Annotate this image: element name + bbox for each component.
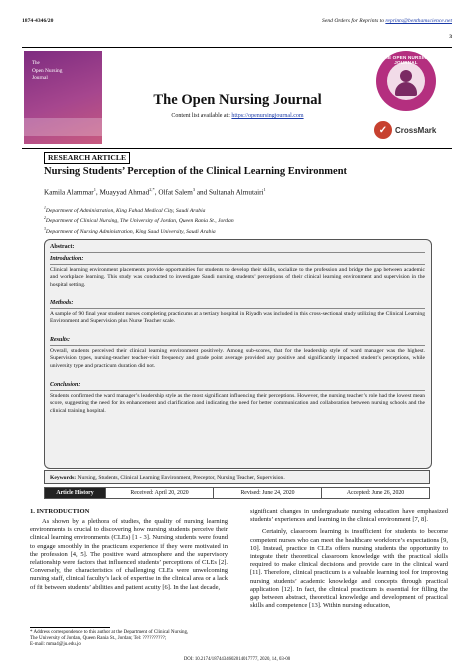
affiliation-text: Department of Administration, King Fahad Medical City, Saudi Arabia (45, 207, 206, 214)
doi-footer: DOI: 10.2174/1874434602014017777, 2020, 14, 03-00 (183, 657, 291, 662)
journal-url-link[interactable]: https://openursingjournal.com (231, 113, 304, 119)
abstract-introduction-label: Introduction: (50, 255, 425, 265)
body-column-left (30, 508, 228, 592)
affiliation-sup: 3 (44, 226, 46, 231)
abstract-methods-text: A sample of 90 final year student nurses completing practicums at a tertiary hospital in Riyadh was included in this cross-sectional study utilizing the Clinical Learning Environment and Supervision plus Nurse Teacher scale. (50, 311, 425, 325)
cover-title-line2: Journal (32, 75, 48, 81)
author-affil-sup: 3 (192, 187, 196, 192)
body-text (30, 518, 228, 592)
affiliations (44, 205, 234, 236)
abstract-results-label: Results: (50, 336, 425, 346)
crossmark-icon: ✓ (374, 121, 392, 139)
contents-line (110, 113, 365, 119)
article-history-bar (44, 487, 430, 499)
abstract-box (44, 239, 432, 469)
article-title: Nursing Students’ Perception of the Clinical Learning Environment (44, 166, 348, 177)
keywords-label: Keywords: (50, 475, 77, 481)
keywords-text: Nursing, Students, Clinical Learning Environment, Preceptor, Nursing Teacher, Supervision. (76, 475, 285, 481)
article-history-label: Article History (45, 488, 105, 498)
abstract-conclusion-text: Students confirmed the ward manager’s leadership style as the most significant influencing their perceptions. However, the nursing teacher’s role had the lowest mean score, suggesting the need for its enhancement and clarification and indicating the need for better communication and collaboration between nursing schools and the clinical training hospital. (50, 393, 425, 414)
footnote-email[interactable]: E-mail: mma4@ju.edu.jo (30, 642, 81, 647)
author-affil-sup: 1 (263, 187, 266, 192)
correspondence-footnote (30, 630, 228, 648)
paragraph: As shown by a plethora of studies, the quality of nursing learning environments is crucial to discovering how nursing students perceive their clinical learning environments (CLEs) [1 - 3]. Nursing students were found to engage smoothly in the practicum experience if they were motivated in the profession [4, 5]. The positive ward atmosphere and the supervisory relationship were factors that influenced students’ perceptions of CLEs [2]. Conversely, the characteristics of challenging CLEs were unwelcoming nursing staff, clinical faculty’s lack of expertise in the clinical area or a lack of fit between students’ abilities and patient acuity [6]. In the last decade, (30, 518, 228, 591)
paragraph: significant changes in undergraduate nursing education have emphasized students’ experiences and learning in the clinical environment [7, 8]. (250, 508, 448, 524)
section-heading-introduction: 1. INTRODUCTION (30, 508, 90, 515)
author-name[interactable]: Kamila Alammar (44, 188, 94, 197)
author-affil-sup: 2,* (149, 187, 155, 192)
nurse-head-icon (400, 70, 412, 82)
affiliation-sup: 1 (44, 206, 46, 210)
body-column-right (250, 508, 448, 610)
page-number: 3 (449, 34, 452, 40)
body-text (250, 508, 448, 610)
affiliation-item (44, 215, 234, 225)
footnote-line: The University of Jordan, Queen Rania St., Jordan; Tel: ??????????; (30, 636, 167, 641)
author-name[interactable]: Olfat Salem (158, 188, 193, 197)
journal-cover-image (24, 51, 102, 144)
reprints-notice (322, 18, 452, 24)
crossmark-button[interactable] (374, 120, 436, 140)
reprints-text: Send Orders for Reprints to (322, 18, 386, 24)
accepted-date: Accepted: June 26, 2020 (321, 488, 429, 498)
reprints-email-link[interactable]: reprints@benthamscience.net (385, 18, 452, 24)
keywords-box (44, 470, 430, 484)
affiliation-item (44, 205, 234, 215)
author-affil-sup: 1 (93, 187, 96, 192)
affiliation-sup: 2 (44, 216, 46, 221)
affiliation-text: Department of Clinical Nursing, The University of Jordan, Queen Rania St., Jordan (45, 218, 234, 225)
abstract-introduction-text: Clinical learning environment placements provide opportunities for students to develop their skills, socialize to the profession and bridge the gap between academic and workplace learning. This study was conducted to investigate Saudi nursing students’ perceptions of their clinical learning environment and supervision in the hospital setting. (50, 267, 425, 288)
header-divider-bottom (22, 148, 452, 149)
author-list (44, 187, 266, 196)
journal-title: The Open Nursing Journal (153, 92, 322, 108)
abstract-conclusion-label: Conclusion: (50, 381, 425, 391)
author-separator: , (95, 188, 100, 197)
cover-the: The (32, 61, 40, 66)
abstract-methods-label: Methods: (50, 299, 425, 309)
author-name[interactable]: Sultanah Almutairi (209, 188, 264, 197)
abstract-heading: Abstract: (50, 243, 425, 253)
received-date: Received: April 20, 2020 (105, 488, 213, 498)
author-name[interactable]: Muayyad Ahmad (99, 188, 150, 197)
contents-text: Content list available at: (171, 113, 232, 119)
footnote-line: * Address correspondence to this author at the Department of Clinical Nursing, (30, 630, 189, 635)
author-separator: , (154, 188, 159, 197)
cover-title-line1: Open Nursing (32, 68, 63, 74)
cover-decoration (24, 118, 102, 136)
header-divider (22, 47, 452, 48)
revised-date: Revised: June 24, 2020 (213, 488, 321, 498)
abstract-results-text: Overall, students perceived their clinical learning environment positively. Among sub-scores, that for the leadership style of ward manager was the highest. Supervision types, nursing-teacher teacher-visit frequency and grade point average provided any positive and significantly impacted student’s perceptions, while university type and practicum duration did not. (50, 348, 425, 369)
paragraph: Certainly, classroom learning is insufficient for students to become competent nurses who can meet the healthcare workforce’s expectations [9, 10]. Instead, practice in CLEs offers nursing students the opportunity to integrate their theoretical classroom knowledge with the practical skills required to make clinical decisions and provide care in the clinical ward [11]. Therefore, clinical practicum is a valuable learning tool for improving nursing students’ academic knowledge and concepts through practical application [12]. In fact, the clinical practicum is essential for filling the gap between abstract, theoretical knowledge and development of practical skills and competence [13]. Within nursing education, (250, 528, 448, 610)
footnote-divider (30, 627, 110, 628)
issn: 1874-4346/20 (22, 18, 54, 24)
affiliation-item (44, 226, 234, 236)
badge-text: THE OPEN NURSING JOURNAL (381, 55, 431, 65)
author-separator: and (195, 188, 210, 197)
crossmark-label: CrossMark (395, 125, 437, 135)
article-type-label: RESEARCH ARTICLE (44, 152, 130, 164)
affiliation-text: Department of Nursing Administration, King Saud University, Saudi Arabia (45, 228, 216, 235)
